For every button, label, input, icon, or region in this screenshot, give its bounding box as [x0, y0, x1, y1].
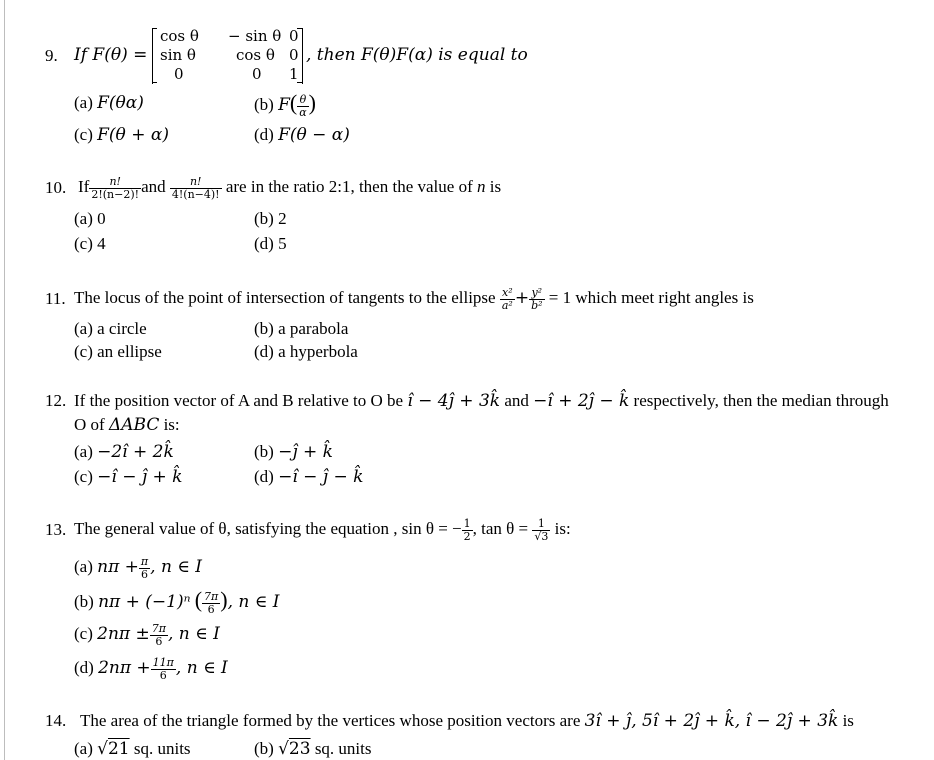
sqrt-radicand: 21: [107, 739, 130, 759]
option-post: , n ∈ I: [227, 592, 280, 612]
option-label: (b): [74, 592, 94, 611]
option-label: (a): [74, 319, 93, 338]
option-label: (a): [74, 739, 93, 758]
stem-end: is: [489, 177, 502, 196]
option-label: (b): [254, 442, 274, 461]
fraction-denominator: b²: [531, 298, 543, 312]
option-label: (d): [74, 658, 94, 677]
option-label: (d): [254, 342, 274, 361]
option-label: (c): [74, 342, 93, 361]
option-label: (c): [74, 624, 93, 643]
matrix-cell: 0: [289, 27, 299, 45]
option-text: −ĵ + k̂: [278, 442, 333, 462]
option-text: 5: [278, 234, 287, 253]
option-label: (c): [74, 234, 93, 253]
question-stem: The locus of the point of intersection of tangents to the ellipse: [74, 288, 496, 307]
fraction-denominator: √3: [534, 529, 549, 543]
fraction-numerator: π: [140, 554, 149, 568]
option-label: (a): [74, 557, 93, 576]
option-text: 2: [278, 209, 287, 228]
question-number: 10.: [45, 178, 67, 197]
matrix-cell: 0: [252, 65, 262, 83]
stem-rest: are in the ratio 2:1, then the value of: [225, 177, 473, 196]
stem-line1a: If the position vector of A and B relative to O be: [74, 391, 404, 410]
option-text: a hyperbola: [278, 342, 358, 361]
option-text: F(θ + α): [97, 125, 169, 145]
option-label: (c): [74, 125, 93, 144]
stem-end: = 1 which meet right angles is: [548, 288, 754, 307]
fraction-denominator: 6: [159, 668, 167, 682]
fraction-numerator: 7π: [151, 621, 166, 635]
triangle-name: ΔABC: [108, 415, 160, 435]
option-text: 4: [97, 234, 106, 253]
fraction-denominator: 2!(n−2)!: [91, 187, 140, 201]
question-stem-suffix: , then F(θ)F(α) is equal to: [306, 45, 528, 65]
matrix-cell: 1: [289, 65, 299, 83]
fraction-numerator: 7π: [204, 589, 219, 603]
stem-line2c: is:: [163, 415, 180, 434]
option-post: , n ∈ I: [175, 658, 228, 678]
fraction-numerator: 11π: [152, 655, 174, 669]
fraction-numerator: n!: [89, 176, 141, 189]
option-text: F(θα): [97, 93, 144, 113]
option-pre: nπ + (−1)ⁿ: [98, 592, 191, 612]
option-unit: sq. units: [314, 739, 372, 758]
plus-sign: +: [514, 288, 530, 308]
option-pre: nπ +: [97, 557, 139, 577]
position-vectors: 3î + ĵ, 5î + 2ĵ + k̂, î − 2ĵ + 3k̂: [584, 711, 839, 731]
option-text: an ellipse: [97, 342, 162, 361]
fraction-numerator: y²: [529, 287, 544, 300]
fraction-numerator: x²: [500, 287, 515, 300]
question-stem: The general value of θ, satisfying the equation , sin θ = −: [74, 519, 462, 538]
option-label: (a): [74, 93, 93, 112]
option-pre: 2nπ +: [98, 658, 151, 678]
option-label: (d): [254, 125, 274, 144]
question-number: 13.: [45, 520, 67, 539]
matrix-cell: cos θ: [236, 46, 275, 64]
stem-end: is:: [554, 519, 571, 538]
stem-end: is: [842, 711, 854, 730]
option-post: , n ∈ I: [167, 624, 220, 644]
fraction-numerator: n!: [170, 176, 222, 189]
vector-a: î − 4ĵ + 3k̂: [407, 391, 501, 411]
option-label: (a): [74, 209, 93, 228]
option-label: (b): [254, 319, 274, 338]
page-margin-line: [4, 0, 5, 760]
option-post: , n ∈ I: [150, 557, 203, 577]
stem-and: and: [141, 177, 166, 196]
option-label: (b): [254, 209, 274, 228]
vector-b: −î + 2ĵ − k̂: [533, 391, 630, 411]
option-text: −î − ĵ + k̂: [97, 467, 183, 487]
fraction-denominator: 4!(n−4)!: [171, 187, 220, 201]
fraction-numerator: 1: [463, 516, 471, 530]
fraction-numerator: θ: [297, 94, 308, 107]
fraction-denominator: 6: [207, 602, 215, 616]
option-label: (b): [254, 95, 274, 114]
question-number: 9.: [45, 46, 58, 65]
matrix-cell: 0: [289, 46, 299, 64]
option-label: (d): [254, 467, 274, 486]
option-text: −î − ĵ − k̂: [278, 467, 364, 487]
stem-line2a: O of: [74, 415, 105, 434]
question-stem-prefix: If F(θ) =: [74, 45, 148, 65]
option-text: 0: [97, 209, 106, 228]
option-label: (d): [254, 234, 274, 253]
question-number: 14.: [45, 711, 67, 730]
stem-line1b: respectively, then the median through: [633, 391, 889, 410]
matrix-cell: cos θ: [160, 27, 199, 45]
fraction-denominator: a²: [501, 298, 513, 312]
fraction-denominator: 2: [463, 529, 471, 543]
fraction-numerator: 1: [532, 518, 550, 531]
question-number: 11.: [45, 289, 66, 308]
option-label: (a): [74, 442, 93, 461]
rotation-matrix: [152, 26, 304, 82]
matrix-cell: sin θ: [160, 46, 196, 64]
stem-and: and: [504, 391, 529, 410]
sqrt-radicand: 23: [288, 739, 311, 759]
option-text: F: [278, 95, 290, 115]
stem-mid: , tan θ =: [472, 519, 529, 538]
fraction-denominator: 6: [141, 567, 149, 581]
option-label: (b): [254, 739, 274, 758]
fraction-denominator: 6: [155, 634, 163, 648]
option-label: (c): [74, 467, 93, 486]
option-text: F(θ − α): [278, 125, 350, 145]
option-text: −2î + 2k̂: [97, 442, 174, 462]
option-pre: 2nπ ±: [97, 624, 150, 644]
matrix-cell: − sin θ: [228, 27, 282, 45]
option-unit: sq. units: [133, 739, 191, 758]
stem-variable: n: [476, 177, 486, 196]
option-text: a parabola: [278, 319, 349, 338]
stem-if: If: [78, 177, 90, 196]
question-stem: The area of the triangle formed by the vertices whose position vectors are: [80, 711, 581, 730]
option-text: a circle: [97, 319, 147, 338]
matrix-cell: 0: [174, 65, 184, 83]
question-number: 12.: [45, 391, 67, 410]
fraction-denominator: α: [299, 105, 307, 119]
